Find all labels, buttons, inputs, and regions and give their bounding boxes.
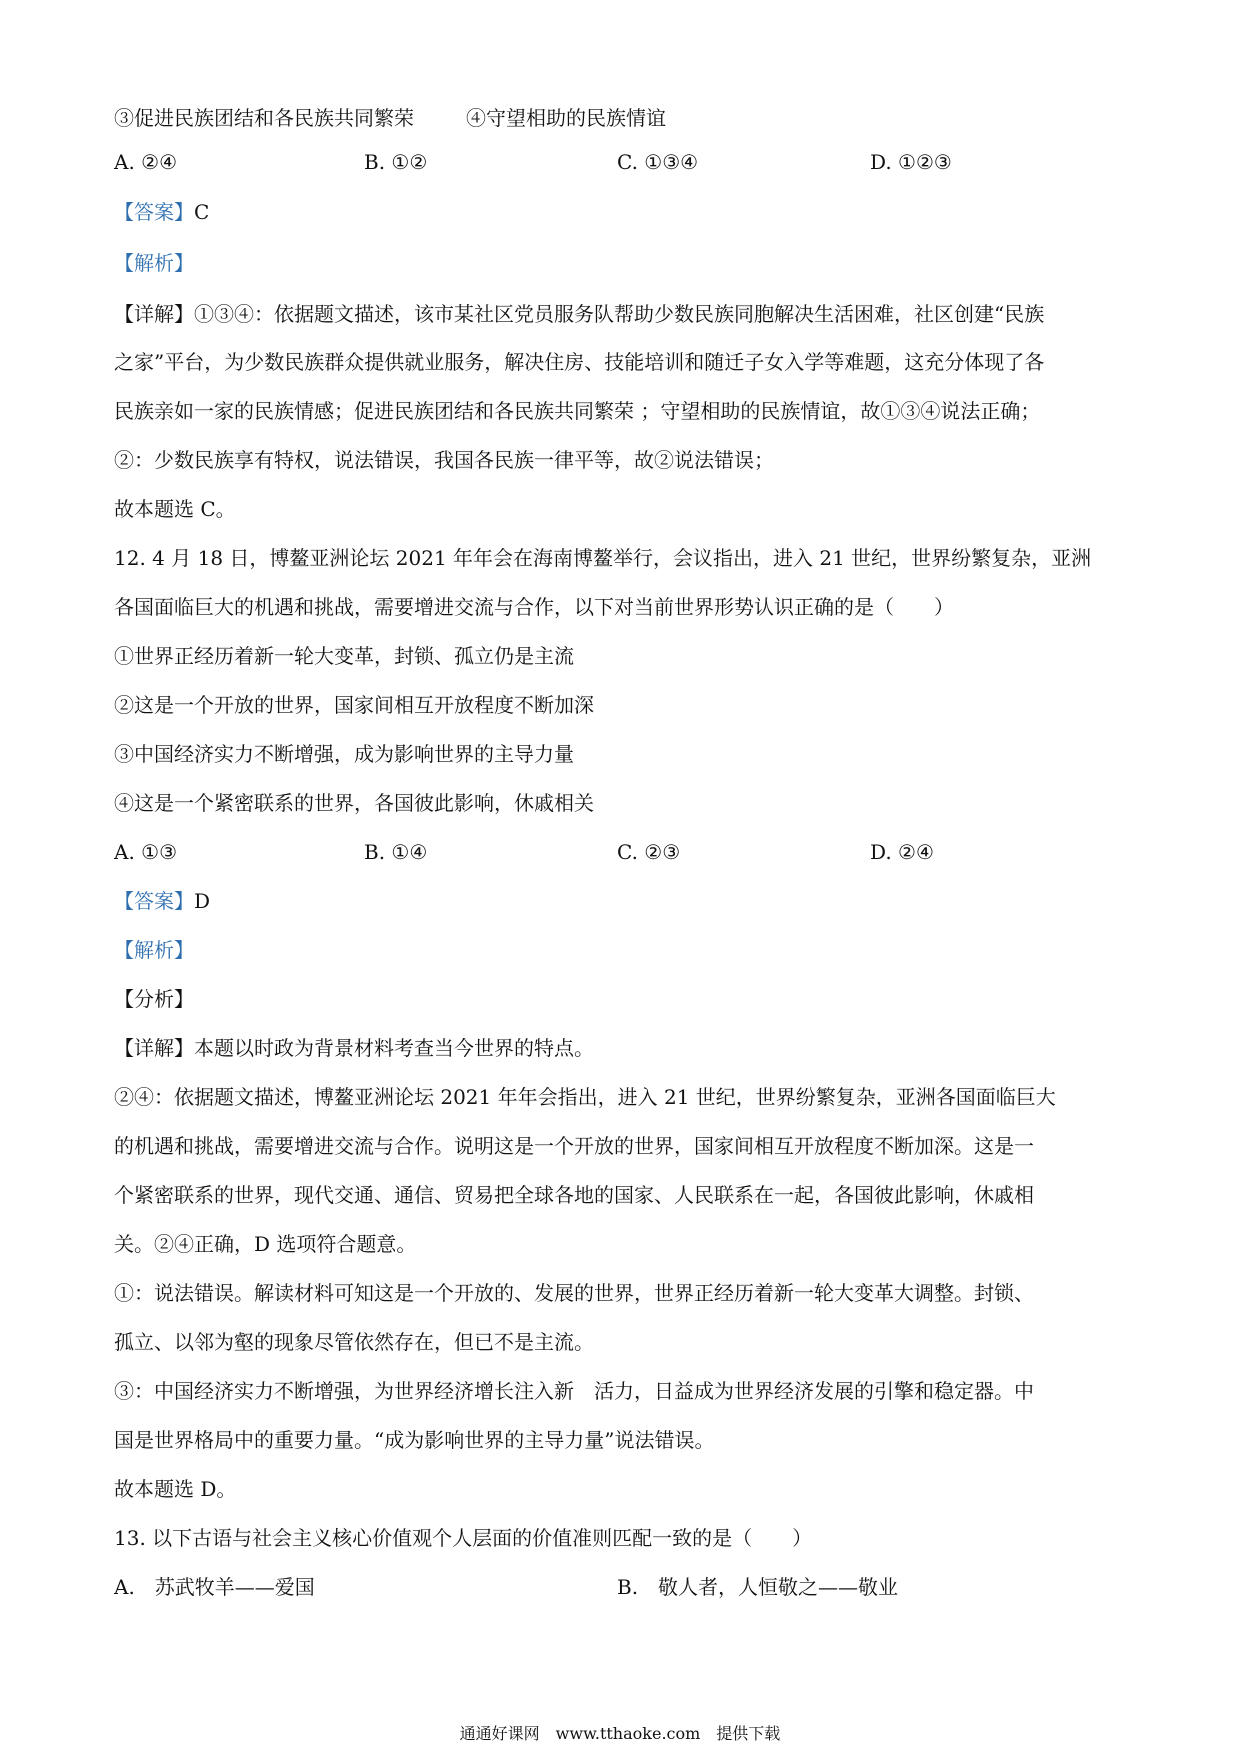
detail-tag: 【详解】 <box>114 302 194 326</box>
q12-option-a: A. ①③ <box>114 840 178 864</box>
q12-answer <box>114 886 1134 916</box>
q11-detail-line-5: 故本题选 C。 <box>114 497 236 521</box>
q11-detail-line-3: 民族亲如一家的民族情感；促进民族团结和各民族共同繁荣 ；守望相助的民族情谊，故①③④说法正确； <box>114 399 1041 423</box>
answer-tag: 【答案】 <box>114 889 194 913</box>
q12-analysis <box>114 935 1134 965</box>
q13-option-a: A. 苏武牧羊——爱国 <box>114 1575 315 1599</box>
q11-analysis <box>114 248 1134 278</box>
q12-item-4: ④这是一个紧密联系的世界，各国彼此影响，休戚相关 <box>114 791 594 815</box>
q13-stem: 13. 以下古语与社会主义核心价值观个人层面的价值准则匹配一致的是（ ） <box>114 1526 813 1550</box>
q12-detail-line-4: 关。②④正确，D 选项符合题意。 <box>114 1232 417 1256</box>
q12-stem-line-2: 各国面临巨大的机遇和挑战，需要增进交流与合作，以下对当前世界形势认识正确的是（ ） <box>114 595 954 619</box>
detail-text: 本题以时政为背景材料考查当今世界的特点。 <box>194 1036 594 1060</box>
q12-option-b: B. ①④ <box>364 840 428 864</box>
detail-tag: 【详解】 <box>114 1036 194 1060</box>
q12-detail-line-3: 个紧密联系的世界，现代交通、通信、贸易把全球各地的国家、人民联系在一起，各国彼此影响，休戚相 <box>114 1183 1034 1207</box>
q11-item-4: ④守望相助的民族情谊 <box>466 106 666 130</box>
q11-answer <box>114 197 1134 227</box>
answer-value: D <box>194 889 211 913</box>
q11-item-3-text: ③促进民族团结和各民族共同繁荣 <box>114 106 414 130</box>
q12-item-1: ①世界正经历着新一轮大变革，封锁、孤立仍是主流 <box>114 644 574 668</box>
q12-fenxi <box>114 984 1134 1014</box>
q12-option-c: C. ②③ <box>617 840 681 864</box>
q12-detail-line-6: 孤立、以邻为壑的现象尽管依然存在，但已不是主流。 <box>114 1330 594 1354</box>
answer-tag: 【答案】 <box>114 200 194 224</box>
fenxi-tag: 【分析】 <box>114 987 194 1011</box>
q12-stem-line-1: 12. 4 月 18 日，博鳌亚洲论坛 2021 年年会在海南博鳌举行，会议指出，进入 21 世纪，世界纷繁复杂，亚洲 <box>114 546 1092 570</box>
answer-value: C <box>194 200 210 224</box>
q12-detail-intro <box>114 1033 1134 1063</box>
q12-detail-line-5: ①：说法错误。解读材料可知这是一个开放的、发展的世界，世界正经历着新一轮大变革大调整。封锁、 <box>114 1281 1034 1305</box>
q11-option-d: D. ①②③ <box>870 150 952 174</box>
analysis-tag: 【解析】 <box>114 938 194 962</box>
q12-item-3: ③中国经济实力不断增强，成为影响世界的主导力量 <box>114 742 574 766</box>
q11-detail-line-1 <box>114 299 1134 329</box>
q13-option-b: B. 敬人者，人恒敬之——敬业 <box>617 1575 899 1599</box>
q12-detail-line-1: ②④：依据题文描述，博鳌亚洲论坛 2021 年年会指出，进入 21 世纪，世界纷繁复杂，亚洲各国面临巨大 <box>114 1085 1056 1109</box>
q12-detail-line-9: 故本题选 D。 <box>114 1477 237 1501</box>
q11-option-c: C. ①③④ <box>617 150 699 174</box>
analysis-tag: 【解析】 <box>114 251 194 275</box>
q12-detail-line-2: 的机遇和挑战，需要增进交流与合作。说明这是一个开放的世界，国家间相互开放程度不断加深。这是一 <box>114 1134 1034 1158</box>
q11-detail-line-2: 之家”平台，为少数民族群众提供就业服务，解决住房、技能培训和随迁子女入学等难题，这充分体现了各 <box>114 350 1045 374</box>
q11-detail-line-4: ②：少数民族享有特权，说法错误，我国各民族一律平等，故②说法错误； <box>114 448 774 472</box>
q12-detail-line-8: 国是世界格局中的重要力量。“成为影响世界的主导力量”说法错误。 <box>114 1428 715 1452</box>
q12-item-2: ②这是一个开放的世界，国家间相互开放程度不断加深 <box>114 693 594 717</box>
footer-credit: 通通好课网 www.tthaoke.com 提供下载 <box>459 1724 781 1743</box>
q11-option-b: B. ①② <box>364 150 428 174</box>
detail-text: ①③④：依据题文描述，该市某社区党员服务队帮助少数民族同胞解决生活困难，社区创建“民族 <box>194 302 1045 326</box>
q11-option-a: A. ②④ <box>114 150 178 174</box>
q12-option-d: D. ②④ <box>870 840 934 864</box>
q12-detail-line-7: ③：中国经济实力不断增强，为世界经济增长注入新 活力，日益成为世界经济发展的引擎和稳定器。中 <box>114 1379 1034 1403</box>
